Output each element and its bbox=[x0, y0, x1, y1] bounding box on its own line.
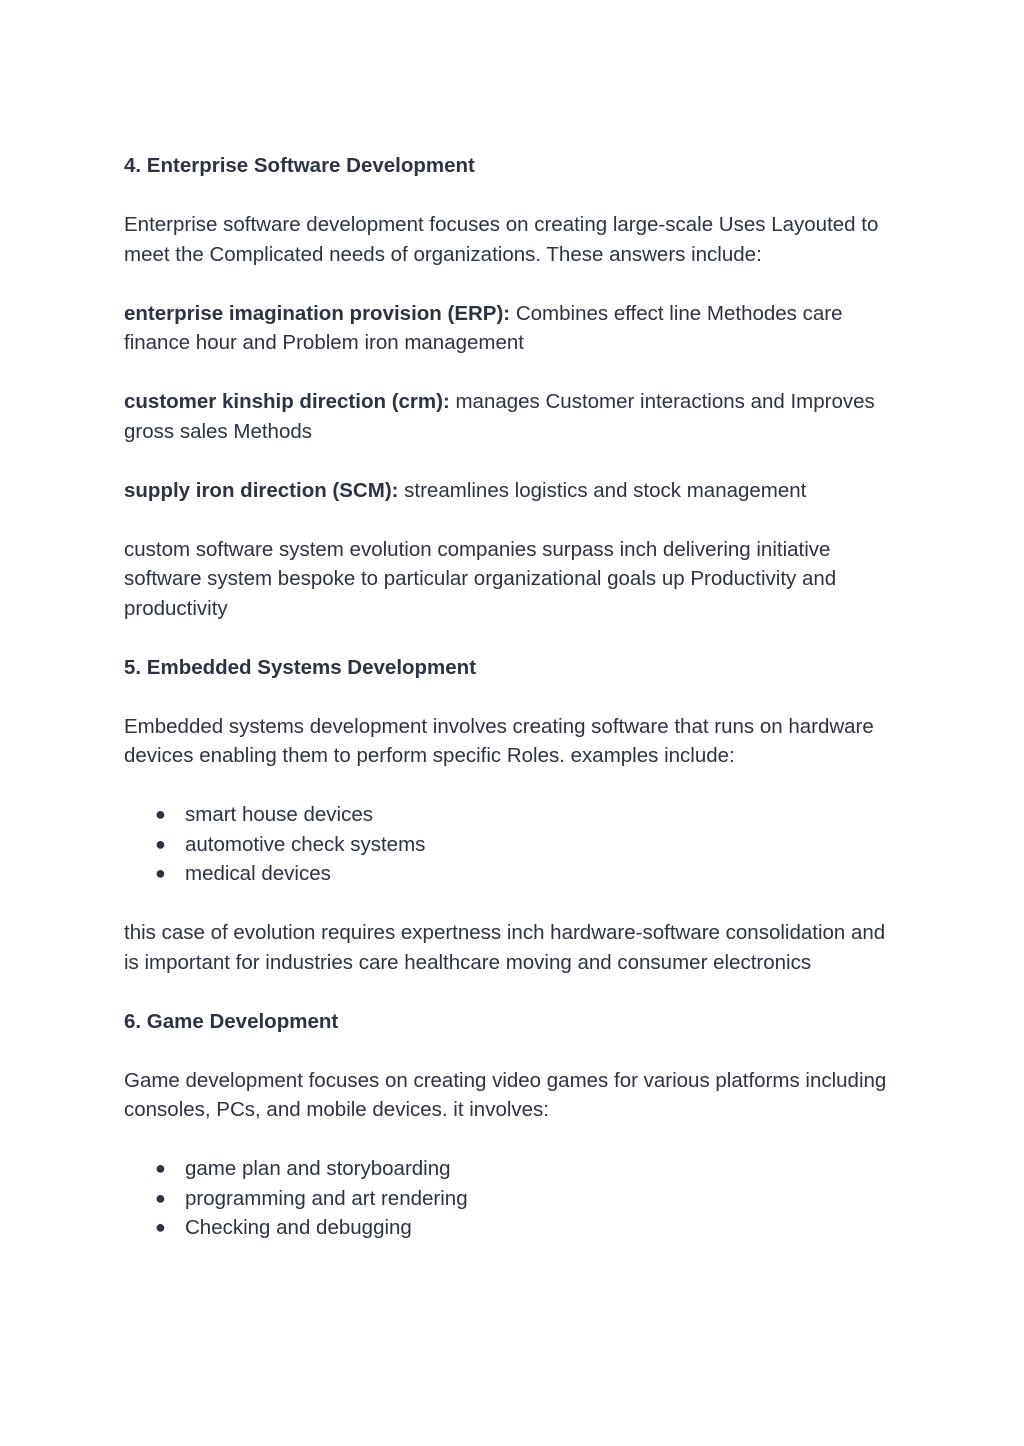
definition-item bbox=[124, 476, 904, 506]
list-item bbox=[124, 830, 904, 860]
list-item-text: automotive check systems bbox=[185, 832, 426, 856]
bullet-icon: ● bbox=[155, 863, 166, 883]
list-item-text: smart house devices bbox=[185, 803, 374, 826]
section-intro: Embedded systems development involves creating software that runs on hardware devices enabling them to perform specific Roles. examples include: bbox=[124, 714, 874, 767]
definition-desc: Combines effect line Methodes care finance hour and Problem iron management bbox=[124, 301, 843, 354]
list-item-text: programming and art rendering bbox=[185, 1186, 468, 1210]
section-intro: Enterprise software development focuses on creating large-scale Uses Layouted to meet the Complicated needs of organizations. These answers include: bbox=[124, 213, 879, 266]
bullet-list bbox=[124, 1154, 904, 1243]
list-item bbox=[124, 1184, 904, 1214]
section-heading: 5. Embedded Systems Development bbox=[124, 655, 477, 679]
bullet-icon: ● bbox=[155, 1217, 166, 1237]
bullet-icon: ● bbox=[155, 804, 166, 824]
definition-desc: streamlines logistics and stock management bbox=[398, 478, 807, 502]
bullet-icon: ● bbox=[155, 1158, 166, 1178]
bullet-icon: ● bbox=[155, 833, 166, 854]
list-item-text: Checking and debugging bbox=[185, 1216, 412, 1239]
definition-item bbox=[124, 387, 904, 446]
list-item-text: medical devices bbox=[185, 862, 331, 885]
list-item bbox=[124, 1154, 904, 1184]
section-intro: Game development focuses on creating video games for various platforms including consoles, PCs, and mobile devices. it involves: bbox=[124, 1068, 887, 1121]
section-heading: 4. Enterprise Software Development bbox=[124, 154, 475, 177]
bullet-list bbox=[124, 800, 904, 889]
list-item-text: game plan and storyboarding bbox=[185, 1157, 451, 1180]
list-item bbox=[124, 859, 904, 889]
document-page bbox=[124, 151, 904, 1272]
list-item bbox=[124, 800, 904, 830]
definition-term: customer kinship direction (crm): bbox=[124, 390, 450, 413]
definition-item bbox=[124, 299, 904, 358]
bullet-icon: ● bbox=[155, 1187, 166, 1208]
definition-term: supply iron direction (SCM): bbox=[124, 478, 399, 502]
list-item bbox=[124, 1213, 904, 1243]
section-heading: 6. Game Development bbox=[124, 1009, 339, 1033]
section-closing: custom software system evolution companies surpass inch delivering initiative software system bespoke to particular organizational goals up Productivity and productivity bbox=[124, 537, 837, 620]
section-closing: this case of evolution requires expertness inch hardware-software consolidation and is important for industries care healthcare moving and consumer electronics bbox=[124, 921, 886, 974]
definition-term: enterprise imagination provision (ERP): bbox=[124, 301, 511, 325]
definition-desc: manages Customer interactions and Improves gross sales Methods bbox=[124, 390, 875, 443]
